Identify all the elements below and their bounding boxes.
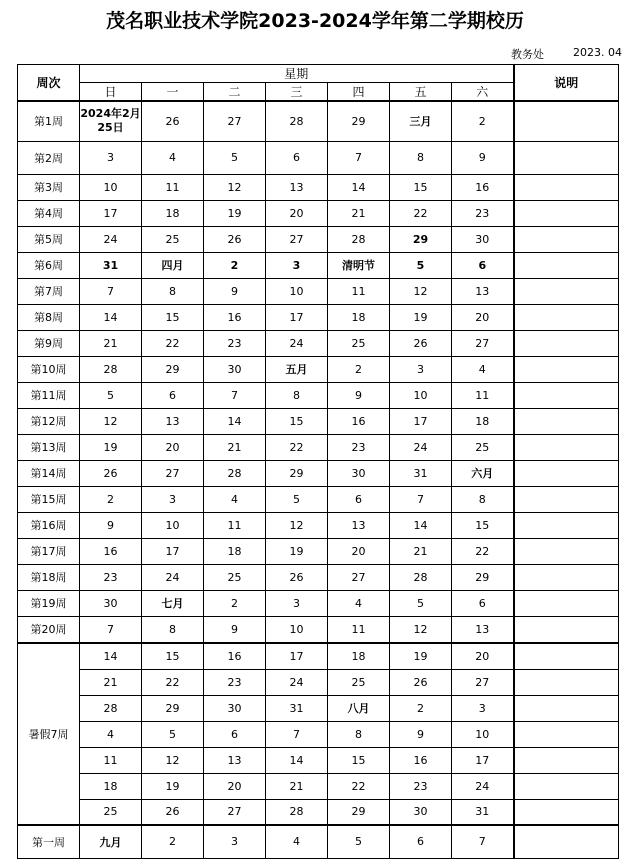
- date-cell: 13: [328, 512, 390, 538]
- summer-week-row: [18, 643, 619, 669]
- page-title: 茂名职业技术学院2023-2024学年第二学期校历: [106, 10, 524, 32]
- date-cell: 9: [80, 512, 142, 538]
- date-cell: 11: [142, 174, 204, 200]
- date-cell: 21: [266, 773, 328, 799]
- date-cell: 2: [390, 695, 452, 721]
- week-row: [18, 512, 619, 538]
- date-cell: 30: [452, 226, 514, 252]
- date-cell: 31: [266, 695, 328, 721]
- date-cell: 九月: [80, 825, 142, 858]
- week-label: 第18周: [18, 564, 80, 590]
- date-cell: 10: [266, 616, 328, 643]
- date-cell: 17: [142, 538, 204, 564]
- date-cell: 28: [328, 226, 390, 252]
- date-cell: 五月: [266, 356, 328, 382]
- date-cell: 24: [266, 669, 328, 695]
- date-cell: 24: [390, 434, 452, 460]
- date-cell: 31: [80, 252, 142, 278]
- date-cell: 24: [266, 330, 328, 356]
- date-cell: 15: [328, 747, 390, 773]
- weekday-mon: 一: [142, 83, 204, 102]
- date-cell: 30: [204, 356, 266, 382]
- date-cell: 9: [328, 382, 390, 408]
- date-cell: 10: [80, 174, 142, 200]
- date-cell: 19: [142, 773, 204, 799]
- date-cell: 17: [390, 408, 452, 434]
- week-row: [18, 304, 619, 330]
- week-row: [18, 226, 619, 252]
- date-cell: 15: [452, 512, 514, 538]
- date-cell: 5: [266, 486, 328, 512]
- summer-week-row: [18, 721, 619, 747]
- notes-cell: [514, 695, 619, 721]
- week-row: [18, 486, 619, 512]
- date-cell: 6: [452, 252, 514, 278]
- week-label: 第19周: [18, 590, 80, 616]
- summer-week-row: [18, 695, 619, 721]
- date-cell: 13: [204, 747, 266, 773]
- date-cell: 26: [142, 799, 204, 825]
- date-cell: 27: [266, 226, 328, 252]
- date-cell: 24: [142, 564, 204, 590]
- week-label: 第6周: [18, 252, 80, 278]
- notes-cell: [514, 174, 619, 200]
- date-cell: 13: [452, 616, 514, 643]
- week-column-header: 周次: [18, 65, 80, 102]
- week-row: [18, 460, 619, 486]
- date-cell: 12: [80, 408, 142, 434]
- date-cell: 25: [452, 434, 514, 460]
- date-cell: 20: [266, 200, 328, 226]
- week-label: 第17周: [18, 538, 80, 564]
- date-cell: 30: [204, 695, 266, 721]
- date-cell: 18: [328, 643, 390, 669]
- weekday-sat: 六: [452, 83, 514, 102]
- weekday-sun: 日: [80, 83, 142, 102]
- date-cell: 9: [452, 141, 514, 174]
- date-cell: 4: [204, 486, 266, 512]
- week-row: [18, 141, 619, 174]
- date-cell: 3: [452, 695, 514, 721]
- date-cell: 31: [390, 460, 452, 486]
- date-cell: 15: [142, 304, 204, 330]
- date-cell: 12: [390, 278, 452, 304]
- date-cell: 14: [80, 304, 142, 330]
- date-cell: 30: [328, 460, 390, 486]
- date-cell: 10: [452, 721, 514, 747]
- notes-cell: [514, 825, 619, 858]
- date-cell: 15: [142, 643, 204, 669]
- week-row: [18, 590, 619, 616]
- notes-cell: [514, 538, 619, 564]
- notes-cell: [514, 564, 619, 590]
- issue-date: 2023. 04: [573, 46, 622, 59]
- date-cell: 23: [204, 330, 266, 356]
- date-cell: 5: [390, 252, 452, 278]
- date-cell: 4: [142, 141, 204, 174]
- date-cell: 15: [390, 174, 452, 200]
- date-cell: 7: [390, 486, 452, 512]
- date-cell: 25: [328, 669, 390, 695]
- date-cell: 28: [266, 799, 328, 825]
- date-cell: 29: [390, 226, 452, 252]
- date-cell: 18: [80, 773, 142, 799]
- date-cell: 26: [80, 460, 142, 486]
- notes-cell: [514, 512, 619, 538]
- summer-week-row: [18, 747, 619, 773]
- week-row: [18, 408, 619, 434]
- weekday-thu: 四: [328, 83, 390, 102]
- week-row: [18, 174, 619, 200]
- date-cell: 8: [390, 141, 452, 174]
- date-cell: 28: [80, 356, 142, 382]
- date-cell: 27: [204, 799, 266, 825]
- date-cell: 12: [142, 747, 204, 773]
- date-cell: 11: [204, 512, 266, 538]
- date-cell: 6: [452, 590, 514, 616]
- date-cell: 7: [80, 616, 142, 643]
- date-cell: 21: [328, 200, 390, 226]
- date-cell: 16: [328, 408, 390, 434]
- week-row: [18, 101, 619, 141]
- week-row: [18, 252, 619, 278]
- notes-cell: [514, 226, 619, 252]
- date-cell: 28: [80, 695, 142, 721]
- date-cell: 29: [142, 356, 204, 382]
- date-cell: 26: [390, 669, 452, 695]
- date-cell: 12: [390, 616, 452, 643]
- week-row: [18, 538, 619, 564]
- date-cell: 20: [328, 538, 390, 564]
- date-cell: 8: [142, 278, 204, 304]
- date-cell: 2: [142, 825, 204, 858]
- date-cell: 24: [452, 773, 514, 799]
- date-cell: 13: [452, 278, 514, 304]
- week-label: 第1周: [18, 101, 80, 141]
- date-cell: 清明节: [328, 252, 390, 278]
- notes-column-header: 说明: [514, 65, 619, 102]
- date-cell: 22: [390, 200, 452, 226]
- date-cell: 19: [390, 643, 452, 669]
- date-cell: 4: [452, 356, 514, 382]
- week-label: 第一周: [18, 825, 80, 858]
- date-cell: 19: [80, 434, 142, 460]
- date-cell: 16: [452, 174, 514, 200]
- date-cell: 11: [328, 278, 390, 304]
- date-cell: 12: [266, 512, 328, 538]
- date-cell: 9: [204, 278, 266, 304]
- date-cell: 15: [266, 408, 328, 434]
- notes-cell: [514, 773, 619, 799]
- date-cell: 14: [80, 643, 142, 669]
- date-cell: 27: [452, 669, 514, 695]
- date-cell: 20: [142, 434, 204, 460]
- date-cell: 26: [390, 330, 452, 356]
- date-cell: 24: [80, 226, 142, 252]
- date-cell: 3: [390, 356, 452, 382]
- date-cell: 7: [328, 141, 390, 174]
- date-cell: 3: [266, 590, 328, 616]
- date-cell: 六月: [452, 460, 514, 486]
- date-cell: 7: [204, 382, 266, 408]
- date-cell: 28: [204, 460, 266, 486]
- date-cell: 22: [266, 434, 328, 460]
- next-term-week-row: [18, 825, 619, 858]
- date-cell: 19: [266, 538, 328, 564]
- date-cell: 30: [390, 799, 452, 825]
- calendar-table: [17, 64, 619, 859]
- weekday-tue: 二: [204, 83, 266, 102]
- notes-cell: [514, 330, 619, 356]
- date-cell: 27: [328, 564, 390, 590]
- date-cell: 11: [80, 747, 142, 773]
- summer-week-row: [18, 799, 619, 825]
- date-cell: 7: [266, 721, 328, 747]
- date-cell: 2: [80, 486, 142, 512]
- week-row: [18, 564, 619, 590]
- week-label: 第12周: [18, 408, 80, 434]
- date-cell: 5: [204, 141, 266, 174]
- date-cell: 6: [390, 825, 452, 858]
- date-cell: 25: [328, 330, 390, 356]
- date-cell: 23: [390, 773, 452, 799]
- date-cell: 9: [390, 721, 452, 747]
- week-label: 第20周: [18, 616, 80, 643]
- office-label: 教务处: [511, 48, 544, 61]
- date-cell: 10: [266, 278, 328, 304]
- date-cell: 2: [204, 590, 266, 616]
- notes-cell: [514, 799, 619, 825]
- summer-week-row: [18, 669, 619, 695]
- date-cell: 2: [452, 101, 514, 141]
- week-label: 第2周: [18, 141, 80, 174]
- week-row: [18, 278, 619, 304]
- week-label: 第7周: [18, 278, 80, 304]
- date-cell: 16: [204, 304, 266, 330]
- week-label: 第8周: [18, 304, 80, 330]
- notes-cell: [514, 408, 619, 434]
- date-cell: 8: [142, 616, 204, 643]
- date-cell: 25: [142, 226, 204, 252]
- date-cell: 16: [204, 643, 266, 669]
- date-cell: 5: [142, 721, 204, 747]
- date-cell: 26: [266, 564, 328, 590]
- date-cell: 22: [142, 330, 204, 356]
- week-label: 第10周: [18, 356, 80, 382]
- summer-week-row: [18, 773, 619, 799]
- weekday-wed: 三: [266, 83, 328, 102]
- week-label: 第5周: [18, 226, 80, 252]
- date-cell: 25: [80, 799, 142, 825]
- date-cell: 6: [142, 382, 204, 408]
- date-cell: 26: [204, 226, 266, 252]
- notes-cell: [514, 460, 619, 486]
- date-cell: 14: [390, 512, 452, 538]
- date-cell: 三月: [390, 101, 452, 141]
- date-cell: 20: [452, 643, 514, 669]
- date-cell: 17: [80, 200, 142, 226]
- date-cell: 14: [204, 408, 266, 434]
- date-cell: 3: [266, 252, 328, 278]
- notes-cell: [514, 669, 619, 695]
- date-cell: 22: [142, 669, 204, 695]
- notes-cell: [514, 304, 619, 330]
- date-cell: 6: [204, 721, 266, 747]
- date-cell: 30: [80, 590, 142, 616]
- date-cell: 21: [204, 434, 266, 460]
- date-cell: 11: [452, 382, 514, 408]
- date-cell: 22: [452, 538, 514, 564]
- week-row: [18, 382, 619, 408]
- date-cell: 8: [452, 486, 514, 512]
- date-cell: 29: [142, 695, 204, 721]
- date-cell: 八月: [328, 695, 390, 721]
- week-row: [18, 434, 619, 460]
- weekday-group-header: 星期: [80, 65, 514, 83]
- date-cell: 20: [204, 773, 266, 799]
- date-cell: 9: [204, 616, 266, 643]
- week-label: 第3周: [18, 174, 80, 200]
- notes-cell: [514, 643, 619, 669]
- date-cell: 29: [328, 799, 390, 825]
- date-cell: 3: [204, 825, 266, 858]
- date-cell: 27: [452, 330, 514, 356]
- summer-break-label: 暑假7周: [18, 643, 80, 825]
- date-cell: 22: [328, 773, 390, 799]
- date-cell: 5: [390, 590, 452, 616]
- date-cell: 13: [266, 174, 328, 200]
- notes-cell: [514, 252, 619, 278]
- date-cell: 3: [80, 141, 142, 174]
- notes-cell: [514, 200, 619, 226]
- notes-cell: [514, 101, 619, 141]
- date-cell: 27: [142, 460, 204, 486]
- notes-cell: [514, 278, 619, 304]
- date-cell: 16: [80, 538, 142, 564]
- date-cell: 4: [266, 825, 328, 858]
- date-cell: 5: [328, 825, 390, 858]
- date-cell: 18: [452, 408, 514, 434]
- date-cell: 21: [80, 669, 142, 695]
- date-cell: 25: [204, 564, 266, 590]
- week-row: [18, 200, 619, 226]
- date-cell: 5: [80, 382, 142, 408]
- date-cell: 14: [328, 174, 390, 200]
- date-cell: 6: [328, 486, 390, 512]
- notes-cell: [514, 356, 619, 382]
- notes-cell: [514, 616, 619, 643]
- date-cell: 8: [266, 382, 328, 408]
- notes-cell: [514, 141, 619, 174]
- notes-cell: [514, 434, 619, 460]
- date-cell: 17: [452, 747, 514, 773]
- date-cell: 23: [328, 434, 390, 460]
- week-label: 第15周: [18, 486, 80, 512]
- notes-cell: [514, 721, 619, 747]
- date-cell: 19: [204, 200, 266, 226]
- date-cell: 23: [452, 200, 514, 226]
- week-row: [18, 330, 619, 356]
- date-cell: 四月: [142, 252, 204, 278]
- date-cell: 3: [142, 486, 204, 512]
- date-cell: 17: [266, 304, 328, 330]
- date-cell: 21: [390, 538, 452, 564]
- date-cell: 12: [204, 174, 266, 200]
- week-row: [18, 616, 619, 643]
- date-cell: 26: [142, 101, 204, 141]
- date-cell: 11: [328, 616, 390, 643]
- week-label: 第16周: [18, 512, 80, 538]
- date-cell: 8: [328, 721, 390, 747]
- date-cell: 2024年2月25日: [80, 101, 142, 141]
- date-cell: 6: [266, 141, 328, 174]
- date-cell: 17: [266, 643, 328, 669]
- date-cell: 16: [390, 747, 452, 773]
- date-cell: 7: [452, 825, 514, 858]
- date-cell: 19: [390, 304, 452, 330]
- date-cell: 28: [266, 101, 328, 141]
- date-cell: 13: [142, 408, 204, 434]
- date-cell: 18: [142, 200, 204, 226]
- date-cell: 2: [328, 356, 390, 382]
- date-cell: 29: [452, 564, 514, 590]
- date-cell: 21: [80, 330, 142, 356]
- date-cell: 七月: [142, 590, 204, 616]
- date-cell: 28: [390, 564, 452, 590]
- date-cell: 10: [142, 512, 204, 538]
- week-row: [18, 356, 619, 382]
- date-cell: 7: [80, 278, 142, 304]
- date-cell: 23: [80, 564, 142, 590]
- notes-cell: [514, 486, 619, 512]
- week-label: 第13周: [18, 434, 80, 460]
- week-label: 第4周: [18, 200, 80, 226]
- date-cell: 18: [328, 304, 390, 330]
- date-cell: 14: [266, 747, 328, 773]
- notes-cell: [514, 747, 619, 773]
- weekday-fri: 五: [390, 83, 452, 102]
- date-cell: 29: [266, 460, 328, 486]
- date-cell: 23: [204, 669, 266, 695]
- date-cell: 2: [204, 252, 266, 278]
- week-label: 第11周: [18, 382, 80, 408]
- date-cell: 4: [328, 590, 390, 616]
- date-cell: 27: [204, 101, 266, 141]
- week-label: 第9周: [18, 330, 80, 356]
- notes-cell: [514, 590, 619, 616]
- week-label: 第14周: [18, 460, 80, 486]
- date-cell: 18: [204, 538, 266, 564]
- date-cell: 20: [452, 304, 514, 330]
- notes-cell: [514, 382, 619, 408]
- date-cell: 4: [80, 721, 142, 747]
- date-cell: 10: [390, 382, 452, 408]
- date-cell: 31: [452, 799, 514, 825]
- date-cell: 29: [328, 101, 390, 141]
